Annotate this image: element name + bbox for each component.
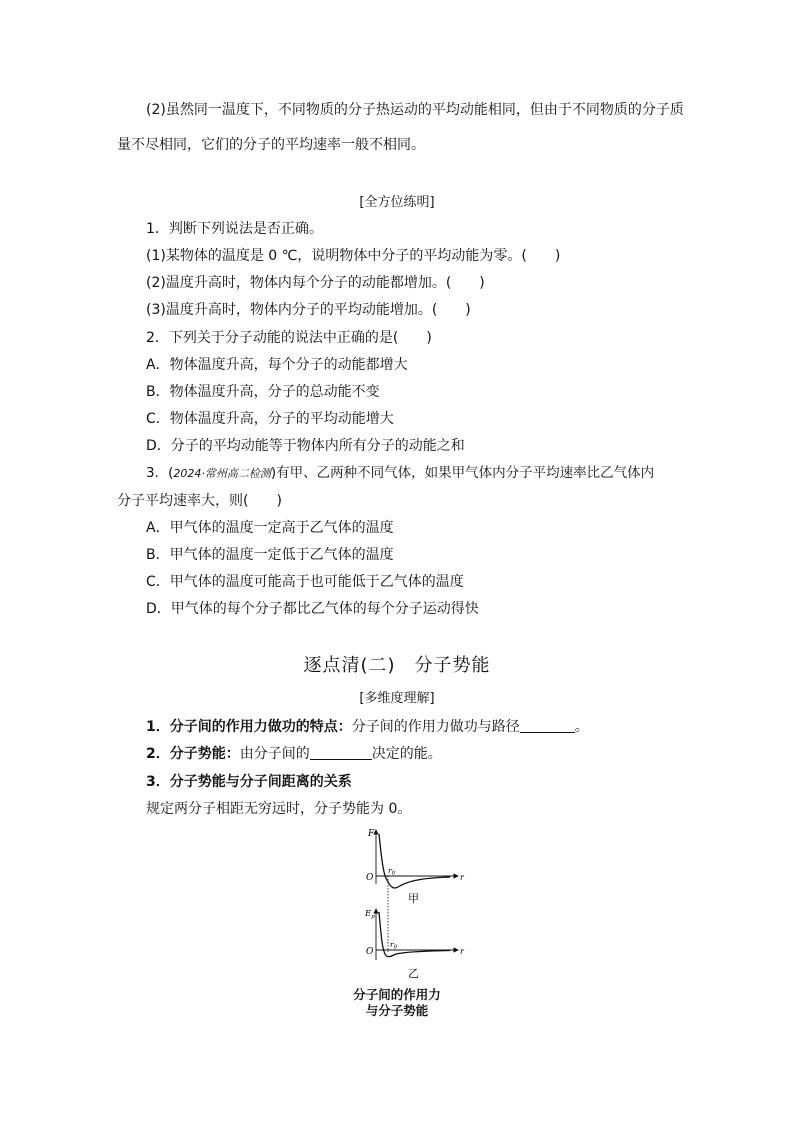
q3-option-d: D．甲气体的每个分子都比乙气体的每个分子运动得快 (146, 601, 479, 617)
q1-item-1: (1)某物体的温度是 0 ℃，说明物体中分子的平均动能为零。( ) (146, 248, 561, 264)
point-2-end: 决定的能。 (371, 746, 442, 762)
q1-item-3: (3)温度升高时，物体内分子的平均动能增加。( ) (146, 302, 471, 318)
force-graph (366, 829, 465, 905)
q1-stem: 1．判断下列说法是否正确。 (146, 221, 323, 237)
q1-item-2: (2)温度升高时，物体内每个分子的动能都增加。( ) (146, 275, 485, 291)
point-2-blank (310, 745, 372, 760)
q3-option-a: A．甲气体的温度一定高于乙气体的温度 (146, 520, 394, 536)
point-3: 3．分子势能与分子间距离的关系 (146, 774, 352, 790)
point-1 (146, 718, 589, 736)
point-1-text: 分子间的作用力做功与路径 (351, 719, 520, 735)
practice-title: [全方位练明] (359, 195, 435, 210)
q3-stem-prefix: 3．( (146, 465, 174, 481)
q3-stem-line-2: 分子平均速率大，则( ) (117, 493, 282, 509)
section-subtitle: [多维度理解] (359, 691, 435, 706)
point-2-text: 由分子间的 (239, 746, 310, 762)
potential-graph (364, 909, 465, 980)
force-curve (379, 834, 450, 888)
force-r0-label: $r_0$ (388, 866, 396, 877)
q3-option-c: C．甲气体的温度可能高于也可能低于乙气体的温度 (146, 574, 464, 590)
graph-label-jia: 甲 (408, 892, 419, 905)
potential-r0-label: $r_0$ (390, 940, 398, 951)
point-2-label: 2．分子势能： (146, 746, 240, 762)
potential-figure (360, 824, 470, 984)
q3-stem-rest: )有甲、乙两种不同气体，如果甲气体内分子平均速率比乙气体内 (270, 465, 655, 481)
potential-y-label: $E_p$ (365, 909, 375, 920)
q2-option-b: B．物体温度升高，分子的总动能不变 (146, 384, 380, 400)
intro-line-2: 量不尽相同，它们的分子的平均速率一般不相同。 (117, 137, 425, 153)
intro-line-1: (2)虽然同一温度下，不同物质的分子热运动的平均动能相同，但由于不同物质的分子质 (146, 102, 684, 118)
q3-source: 2024·常州高二检测 (173, 467, 271, 480)
q2-option-c: C．物体温度升高，分子的平均动能增大 (146, 411, 394, 427)
section-heading: 逐点清(二) 分子势能 (303, 655, 491, 676)
point-2 (146, 745, 442, 763)
force-x-label: r (460, 873, 464, 882)
point-1-blank (520, 718, 575, 733)
point-1-end: 。 (574, 719, 589, 735)
q2-option-a: A．物体温度升高，每个分子的动能都增大 (146, 357, 408, 373)
potential-x-label: r (460, 947, 464, 956)
point-1-label: 1．分子间的作用力做功的特点： (146, 719, 352, 735)
q3-option-b: B．甲气体的温度一定低于乙气体的温度 (146, 547, 394, 563)
potential-origin-label: O (366, 947, 374, 957)
q2-option-d: D．分子的平均动能等于物体内所有分子的动能之和 (146, 438, 465, 454)
q3-stem (146, 464, 654, 483)
figure-caption-line-2: 与分子势能 (365, 1003, 429, 1018)
figure-caption-line-1: 分子间的作用力 (353, 987, 441, 1002)
force-y-label: F (368, 829, 375, 839)
q2-stem: 2．下列关于分子动能的说法中正确的是( ) (146, 330, 432, 346)
point-4: 规定两分子相距无穷远时，分子势能为 0。 (146, 801, 412, 817)
graph-label-yi: 乙 (408, 967, 419, 980)
force-origin-label: O (366, 873, 374, 883)
